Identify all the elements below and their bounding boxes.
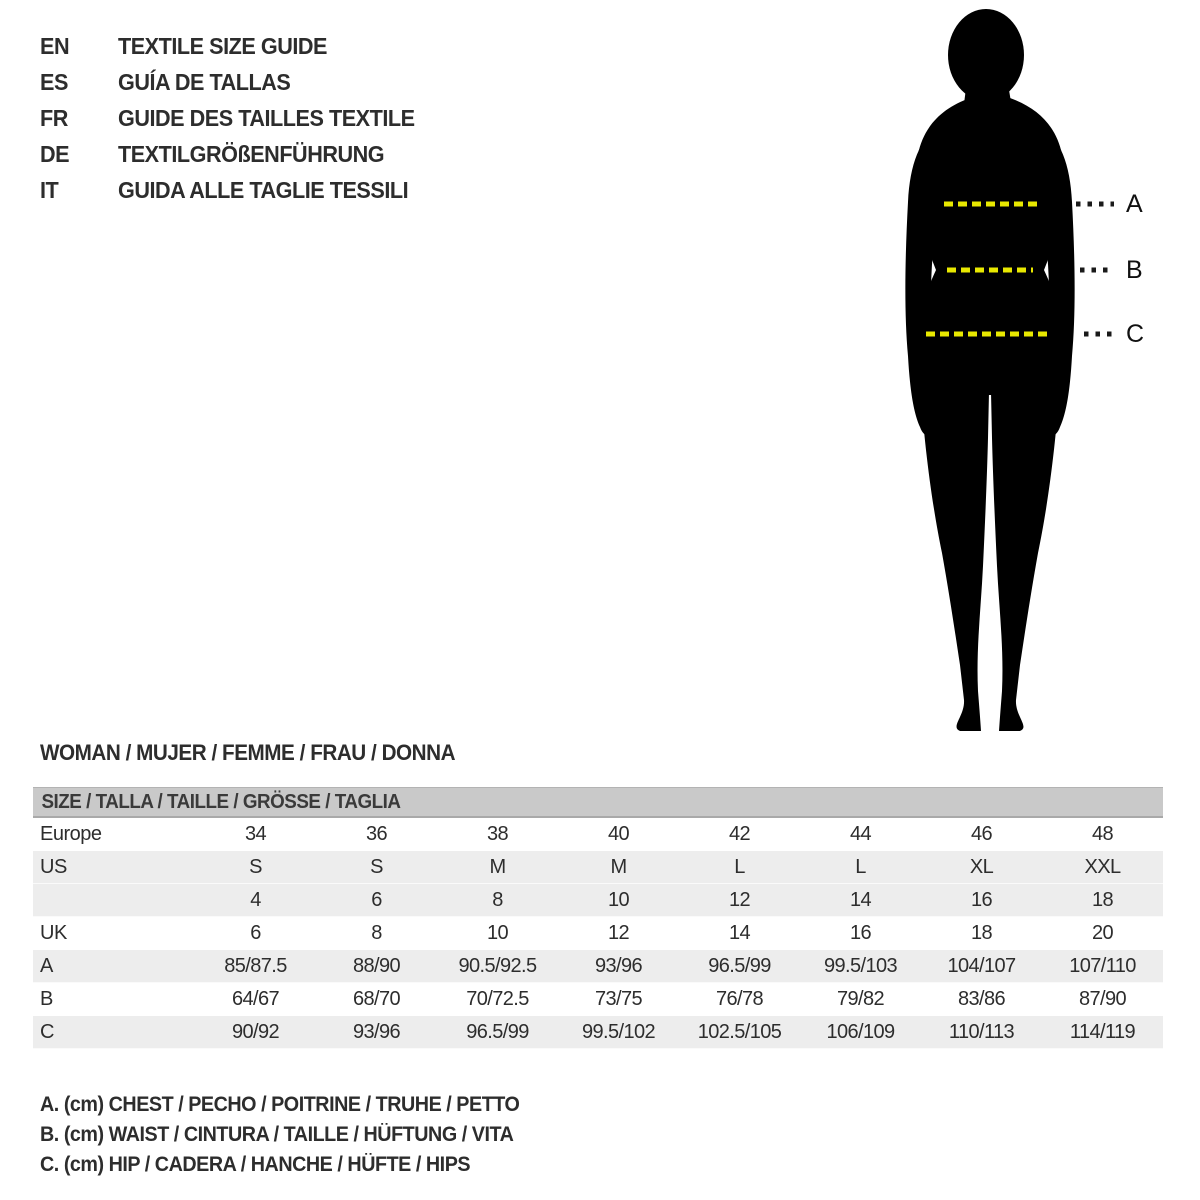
table-cell: 70/72.5 bbox=[466, 988, 529, 1010]
table-cell: 76/78 bbox=[715, 988, 764, 1010]
language-row-it bbox=[40, 172, 434, 208]
table-cell: 85/87.5 bbox=[224, 954, 287, 977]
table-cell: 14 bbox=[849, 888, 872, 911]
table-cell: 16 bbox=[849, 922, 872, 944]
table-cell: 8 bbox=[371, 922, 382, 944]
table-cell: 40 bbox=[607, 823, 630, 845]
language-code: EN bbox=[40, 32, 70, 59]
table-cell: 34 bbox=[244, 823, 267, 845]
table-cell: 6 bbox=[371, 888, 382, 911]
row-label: UK bbox=[40, 922, 67, 944]
table-row-waist-b bbox=[33, 983, 1163, 1016]
table-cell: 38 bbox=[486, 823, 509, 845]
table-cell: 44 bbox=[849, 823, 872, 845]
table-cell: 90/92 bbox=[231, 1020, 280, 1043]
table-cell: 14 bbox=[728, 922, 751, 944]
language-title: GUIDE DES TAILLES TEXTILE bbox=[118, 104, 415, 131]
language-row-en bbox=[40, 28, 434, 64]
language-code: ES bbox=[40, 68, 68, 95]
table-cell: 106/109 bbox=[826, 1020, 895, 1043]
language-title: GUÍA DE TALLAS bbox=[118, 68, 291, 95]
table-cell: 16 bbox=[970, 888, 993, 911]
table-row-uk bbox=[33, 917, 1163, 950]
table-cell: XL bbox=[969, 855, 994, 878]
table-cell: 36 bbox=[365, 823, 388, 845]
table-row-us-numeric bbox=[33, 884, 1163, 917]
table-cell: 10 bbox=[486, 922, 509, 944]
table-cell: 96.5/99 bbox=[708, 954, 771, 977]
table-row-us bbox=[33, 851, 1163, 884]
size-table bbox=[33, 787, 1163, 1049]
language-code: IT bbox=[40, 176, 59, 203]
table-cell: 18 bbox=[970, 922, 993, 944]
table-cell: XXL bbox=[1084, 855, 1121, 878]
table-row-chest-a bbox=[33, 950, 1163, 983]
table-cell: 68/70 bbox=[352, 988, 401, 1010]
language-title: TEXTILGRÖßENFÜHRUNG bbox=[118, 140, 385, 167]
language-title: GUIDA ALLE TAGLIE TESSILI bbox=[118, 176, 409, 203]
note-hip: C. (cm) HIP / CADERA / HANCHE / HÜFTE / HIPS bbox=[40, 1153, 471, 1176]
row-label: Europe bbox=[40, 823, 102, 845]
table-cell: 83/86 bbox=[957, 988, 1006, 1010]
table-cell: 64/67 bbox=[231, 988, 280, 1010]
table-cell: 48 bbox=[1091, 823, 1114, 845]
table-cell: 42 bbox=[728, 823, 751, 845]
table-cell: 110/113 bbox=[948, 1020, 1015, 1043]
table-cell: 12 bbox=[607, 922, 630, 944]
note-waist: B. (cm) WAIST / CINTURA / TAILLE / HÜFTUNG / VITA bbox=[40, 1123, 514, 1146]
measure-label-c: C bbox=[1126, 320, 1145, 348]
table-cell: 107/110 bbox=[1069, 954, 1136, 977]
table-cell: 88/90 bbox=[352, 954, 401, 977]
row-label: B bbox=[40, 988, 53, 1010]
table-cell: 114/119 bbox=[1069, 1020, 1136, 1043]
table-cell: 90.5/92.5 bbox=[458, 954, 537, 977]
size-table-header bbox=[33, 787, 1163, 818]
table-cell: 99.5/103 bbox=[823, 954, 898, 977]
language-title-list bbox=[40, 28, 434, 208]
table-cell: S bbox=[370, 855, 383, 878]
table-cell: 102.5/105 bbox=[697, 1020, 782, 1043]
table-cell: 6 bbox=[250, 922, 261, 944]
table-cell: 99.5/102 bbox=[581, 1020, 656, 1043]
table-cell: 73/75 bbox=[594, 988, 643, 1010]
language-code: DE bbox=[40, 140, 70, 167]
note-chest: A. (cm) CHEST / PECHO / POITRINE / TRUHE / PETTO bbox=[40, 1093, 520, 1116]
table-cell: 8 bbox=[492, 888, 503, 911]
table-cell: 10 bbox=[607, 888, 630, 911]
language-row-de bbox=[40, 136, 434, 172]
table-cell: 93/96 bbox=[594, 954, 643, 977]
table-cell: 93/96 bbox=[352, 1020, 401, 1043]
table-cell: S bbox=[249, 855, 262, 878]
row-label: C bbox=[40, 1020, 54, 1043]
language-code: FR bbox=[40, 104, 68, 131]
measurement-notes bbox=[40, 1090, 550, 1180]
woman-silhouette-svg bbox=[880, 0, 1140, 740]
size-table-header-label: SIZE / TALLA / TAILLE / GRÖSSE / TAGLIA bbox=[41, 790, 401, 813]
table-cell: 87/90 bbox=[1078, 988, 1127, 1010]
table-cell: 18 bbox=[1091, 888, 1114, 911]
table-row-hip-c bbox=[33, 1016, 1163, 1049]
table-cell: 46 bbox=[970, 823, 993, 845]
table-cell: M bbox=[489, 855, 506, 878]
row-label: A bbox=[40, 954, 53, 977]
table-cell: 20 bbox=[1091, 922, 1114, 944]
language-row-fr bbox=[40, 100, 434, 136]
table-row-europe bbox=[33, 818, 1163, 851]
table-cell: M bbox=[610, 855, 627, 878]
language-title: TEXTILE SIZE GUIDE bbox=[118, 32, 327, 59]
measure-label-b: B bbox=[1126, 256, 1143, 284]
table-cell: L bbox=[734, 855, 745, 878]
table-cell: 4 bbox=[250, 888, 261, 911]
section-title: WOMAN / MUJER / FEMME / FRAU / DONNA bbox=[40, 740, 456, 765]
table-cell: 12 bbox=[728, 888, 751, 911]
table-cell: 96.5/99 bbox=[466, 1020, 529, 1043]
language-row-es bbox=[40, 64, 434, 100]
table-cell: L bbox=[855, 855, 866, 878]
table-cell: 104/107 bbox=[947, 954, 1016, 977]
woman-silhouette-figure bbox=[880, 0, 1140, 740]
row-label: US bbox=[40, 855, 67, 878]
measure-label-a: A bbox=[1126, 190, 1143, 218]
table-cell: 79/82 bbox=[836, 988, 885, 1010]
